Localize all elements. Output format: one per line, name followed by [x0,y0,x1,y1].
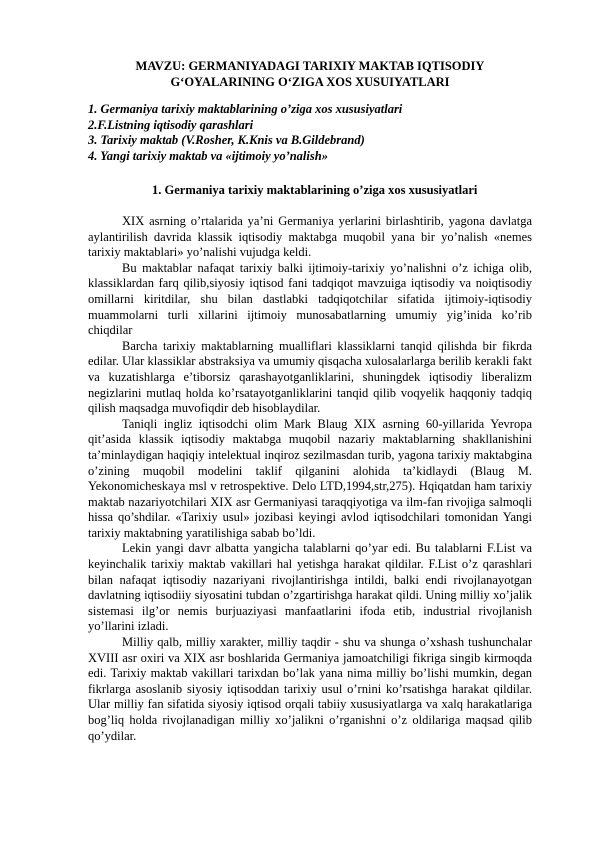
paragraph-2: Bu maktablar nafaqat tarixiy balki ijtimoiy-tarixiy yo’nalishni o’z ichiga olib, klassiklardan farq qilib,siyosiy iqtisod fani tadqiqot mavzuiga iqtisodiy va noiqtisodiy omillarni kiritdilar, shu bilan dastlabki tadqiqotchilar sifatida ijtimoiy-iqtisodiy muammolarni turli xillarini ijtimoiy munosabatlarning umumiy yig’inida ko’rib chiqdilar [88,260,532,338]
document-page [88,58,532,744]
paragraph-6: Milliy qalb, milliy xarakter, milliy taqdir - shu va shunga o’xshash tushunchalar XVIII asr oxiri va XIX asr boshlarida Germaniya jamoatchiligi fikriga singib kirmoqda edi. Tarixiy maktab vakillari tarixdan bo’lak yana nima milliy bo’lishi mumkin, degan fikrlarga asoslanib siyosiy iqtisoddan tarixiy usul o’rnini ko’rsatishga harakat qildilar. Ular milliy fan sifatida siyosiy iqtisod orqali tabiiy xususiyatlarga va xalq harakatlariga bog’liq holda rivojlanadigan milliy xo’jalikni o’rganishni o’z oldilariga maqsad qilib qo’ydilar. [88,635,532,743]
paragraph-5: Lekin yangi davr albatta yangicha talablarni qo’yar edi. Bu talablarni F.List va keyinchalik tarixiy maktab vakillari hal yetishga harakat qildilar. F.List o’z qarashlari bilan nafaqat iqtisodiy nazariyani rivojlantirishga intildi, balki endi rivojlanayotgan davlatning iqtisodiiy siyosatini tubdan o’zgartirishga harakat qildi. Uning milliy xo’jalik sistemasi ilg’or nemis burjuaziyasi manfaatlarini ifoda etib, industrial rivojlanish yo’llarini izladi. [88,541,532,634]
title-line-1: MAVZU: GERMANIYADAGI TARIXIY MAKTAB IQTISODIY [135,59,485,73]
outline-item-4: 4. Yangi tarixiy maktab va «ijtimoiy yo’nalish» [88,148,328,163]
document-title [88,58,532,90]
body-text [88,214,532,744]
outline-item-3: 3. Tarixiy maktab (V.Rosher, K.Knis va B.Gildebrand) [88,133,365,147]
paragraph-3: Barcha tarixiy maktablarning mualliflari klassiklarni tanqid qilishda bir fikrda edilar. Ular klassiklar abstraksiya va umumiy qisqacha xulosalarlarga berilib kerakli fakt va kuzatishlarga e’tiborsiz qarashayotganliklarini, shuningdek iqtisodiy liberalizm negizlarini mutlaq holda ko’rsatayotganliklarini tanqid qilib voqyelik haqqoniy tadqiq qilish maqsadga muvofiqdir deb hisoblaydilar. [88,338,532,416]
title-line-2: G‘OYALARINING O‘ZIGA XOS XUSUIYATLARI [170,75,450,89]
section-heading: 1. Germaniya tarixiy maktablarining o’ziga xos xususiyatlari [152,183,478,197]
paragraph-1: XIX asrning o’rtalarida ya’ni Germaniya yerlarini birlashtirib, yagona davlatga aylantirilish davrida klassik iqtisodiy maktabga muqobil yana bir yo’nalish «nemes tarixiy maktablari» yo’nalishi vujudga keldi. [88,214,532,260]
paragraph-4: Taniqli ingliz iqtisodchi olim Mark Blaug XIX asrning 60-yillarida Yevropa qit’asida klassik iqtisodiy maktabga muqobil nazariy maktablarning shakllanishini ta’minlaydigan haqiqiy intelektual inqiroz sezilmasdan turib, yagona tarixiy maktabgina o’zining muqobil modelini taklif qilganini alohida ta’kidlaydi (Blaug M. Yekonomicheskaya msl v retrospektive. Delo LTD,1994,str,275). Hqiqatdan ham tarixiy maktab nazariyotchilari XIX asr Germaniyasi taraqqiyotiga va ilm-fan rivojiga salmoqli hissa qo’shdilar. «Tarixiy usul» jozibasi keyingi avlod iqtisodchilari tomonidan Yangi tarixiy maktabning yaratilishiga sabab bo’ldi. [88,416,532,540]
outline-item-1: 1. Germaniya tarixiy maktablarining o’ziga xos xususiyatlari [88,102,403,116]
outline-item-2: 2.F.Listning iqtisodiy qarashlari [88,117,254,132]
topic-outline [88,102,532,164]
